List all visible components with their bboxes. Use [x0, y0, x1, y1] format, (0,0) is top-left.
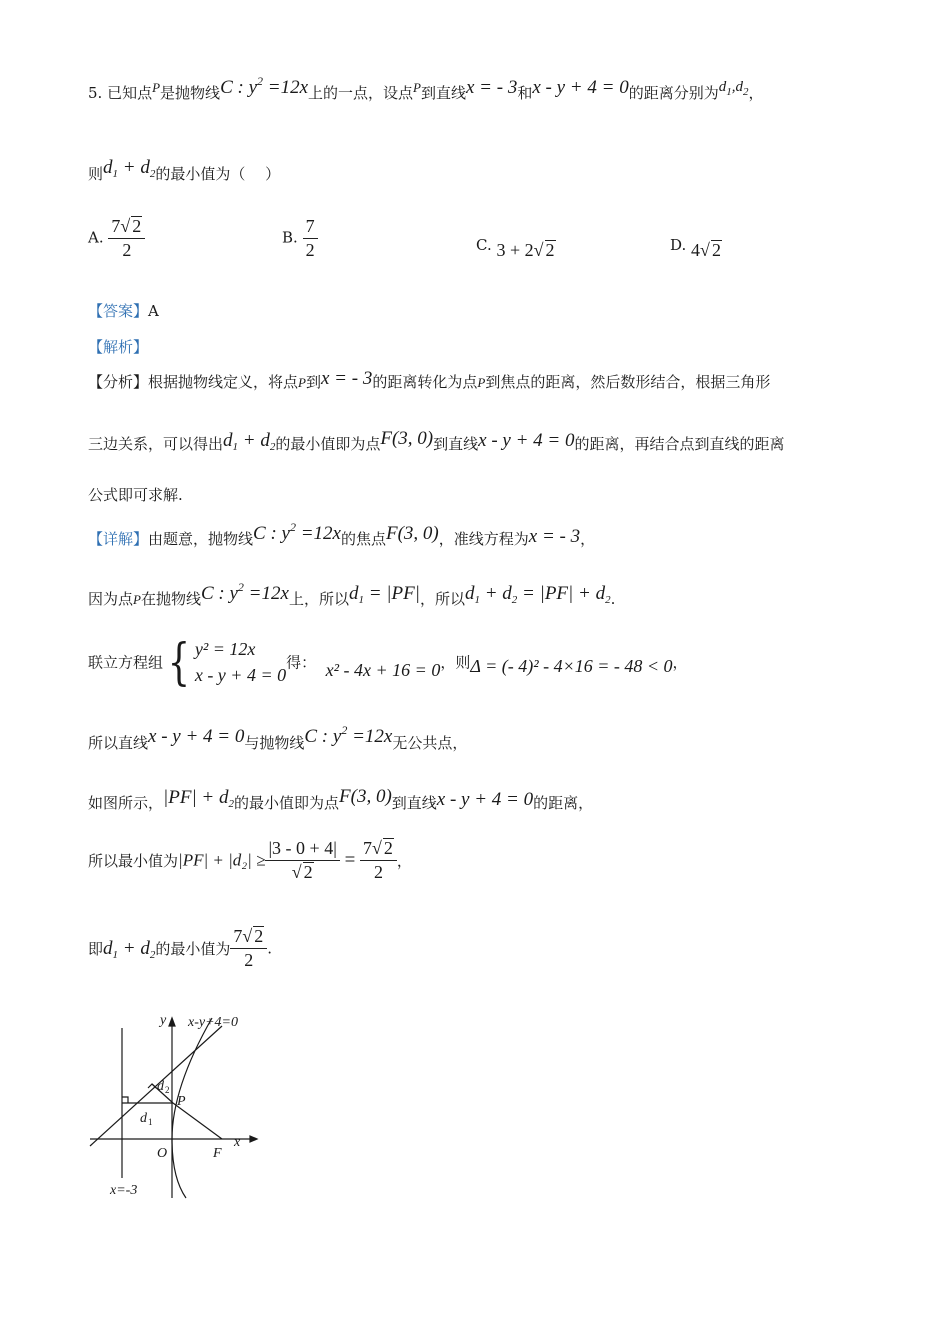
math-d1-plus-d2: $d_1 + d_2$ — [103, 157, 156, 180]
option-a[interactable] — [88, 216, 145, 261]
detail-line-4: 所以直线x - y + 4 = 0与抛物线C : $y^2 =12x$无公共点， — [88, 723, 468, 752]
detail-line-1: 【详解】由题意，抛物线C : $y^2 =12x$的焦点F(3, 0)，准线方程为x = - 3， — [88, 520, 596, 548]
result-fraction: $\frac{7√ 2}{2}$ — [360, 838, 397, 883]
equation-system: y² = 12x x - y + 4 = 0 — [194, 639, 287, 685]
right-angle-mark-2 — [148, 1084, 156, 1088]
math-parabola: C : $y^2 =12x$ — [220, 74, 309, 98]
answer — [88, 300, 159, 321]
detail-line-3: 联立方程组{ y² = 12x x - y + 4 = 0 得： x² - 4x + 16 = 0，则Δ = (- 4)² - 4×16 = - 48 < 0， — [88, 633, 688, 691]
question-text: 是抛物线 — [160, 84, 221, 102]
option-b-fraction: $\frac{7}{2}$ — [303, 216, 318, 261]
math-line: x - y + 4 = 0 — [532, 77, 629, 98]
math-P: P — [152, 80, 161, 95]
parabola-figure — [82, 1008, 262, 1203]
option-label: C. — [476, 236, 492, 254]
answer-value: A — [148, 302, 159, 320]
option-label: D. — [670, 236, 687, 254]
right-angle-mark-1 — [122, 1097, 128, 1103]
label-d2-sub: 2 — [165, 1085, 170, 1095]
analysis-line-3: 公式即可求解. — [88, 486, 183, 504]
detail-tag: 【详解】 — [88, 530, 149, 548]
question-text: 和 — [517, 84, 533, 102]
y-axis-arrow — [169, 1018, 175, 1026]
label-d2: d — [157, 1079, 164, 1094]
detail-line-5: 如图所示，$|PF| + d_2$的最小值即为点F(3, 0)到直线x - y + 4 = 0的距离， — [88, 786, 594, 812]
detail-line-7: 即$d_1 + d_2$的最小值为 $\frac{7√ 2}{2}$ . — [88, 926, 273, 970]
option-d[interactable] — [670, 236, 722, 261]
distance-fraction: $\frac{|3 - 0 + 4|}{√ 2}$ — [265, 838, 339, 883]
question-text: 则 — [88, 165, 104, 183]
option-b[interactable] — [282, 216, 318, 261]
option-a-fraction: $\frac{7√ 2}{2}$ — [108, 216, 145, 261]
label-d1-sub: 1 — [148, 1117, 153, 1127]
question-text: 到直线 — [420, 84, 466, 102]
option-c[interactable] — [476, 236, 556, 261]
detail-line-2: 因为点P在抛物线C : $y^2 =12x$上，所以$d_1 = |PF|$，所以$d_1 + d_2 = |PF| + d_2$. — [88, 580, 616, 608]
question-text: 5. 已知点 — [88, 84, 153, 102]
question-line-1 — [88, 74, 764, 104]
label-point: P — [177, 1094, 186, 1109]
option-c-expr: 3 + 2√ 2 — [496, 240, 555, 260]
math-directrix: x = - 3 — [466, 77, 518, 98]
analysis-sub-tag: 【分析】 — [88, 373, 149, 391]
system-brace: { — [167, 633, 191, 691]
question-text: 的最小值为（ ） — [155, 165, 281, 183]
analysis-tag: 【解析】 — [88, 338, 149, 356]
option-label: B. — [282, 228, 298, 247]
analysis-heading — [88, 336, 148, 357]
math-P: P — [413, 80, 421, 95]
option-label: A. — [88, 228, 104, 247]
analysis-line-2: 三边关系，可以得出$d_1 + d_2$的最小值即为点F(3, 0)到直线x - y + 4 = 0的距离，再结合点到直线的距离 — [88, 428, 785, 453]
analysis-line-1: 【分析】根据抛物线定义，将点P到x = - 3的距离转化为点P到焦点的距离，然后数形结合，根据三角形 — [88, 368, 771, 391]
line-x-y-4 — [90, 1026, 222, 1146]
x-axis-arrow — [250, 1136, 257, 1142]
detail-line-6: 所以最小值为|PF| + |d₂| ≥ $\frac{|3 - 0 + 4|}{√ 2}$ = $\frac{7√ 2}{2}$ ， — [88, 838, 412, 882]
label-d1: d — [140, 1111, 147, 1126]
math-d1d2: $d_1,d_2$ — [718, 79, 749, 98]
label-line: x-y+4=0 — [188, 1015, 238, 1030]
label-focus: F — [213, 1146, 222, 1161]
question-text: 的距离分别为 — [628, 84, 719, 102]
question-text: 上的一点，设点 — [308, 84, 414, 102]
question-text: ， — [748, 84, 764, 102]
label-y: y — [160, 1013, 167, 1028]
final-fraction: $\frac{7√ 2}{2}$ — [230, 926, 267, 971]
label-directrix: x=-3 — [110, 1183, 138, 1198]
option-d-expr: 4√ 2 — [691, 240, 721, 260]
answer-tag: 【答案】 — [88, 302, 149, 320]
label-origin: O — [157, 1146, 168, 1161]
question-line-2 — [88, 157, 281, 185]
label-x: x — [234, 1135, 241, 1150]
